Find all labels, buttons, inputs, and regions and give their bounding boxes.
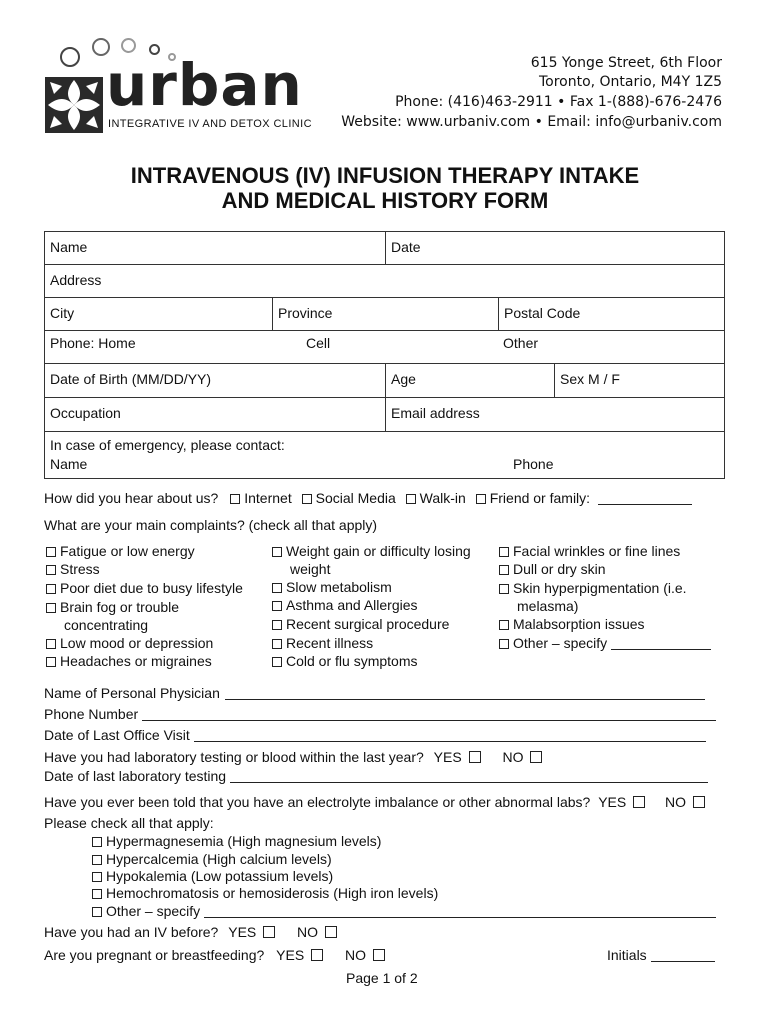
social-media-checkbox[interactable] <box>302 494 312 504</box>
lab-yes-checkbox[interactable] <box>469 751 481 763</box>
no-label: NO <box>502 749 524 765</box>
dob-field[interactable] <box>45 364 385 397</box>
logo-subtitle: INTEGRATIVE IV AND DETOX CLINIC <box>108 118 312 130</box>
complaint-label: Asthma and Allergies <box>286 597 418 613</box>
checkbox[interactable] <box>46 584 56 594</box>
emergency-name-label: Name <box>50 456 88 472</box>
emergency-phone-label: Phone <box>513 456 554 472</box>
complaint-label: Headaches or migraines <box>60 653 212 669</box>
address-line: Toronto, Ontario, M4Y 1Z5 <box>538 74 722 90</box>
occupation-label: Occupation <box>50 405 121 421</box>
electrolyte-other-blank[interactable] <box>204 917 716 918</box>
complaint-label: Malabsorption issues <box>513 616 645 632</box>
yes-label: YES <box>598 794 627 810</box>
occupation-field[interactable] <box>45 398 385 431</box>
no-label: NO <box>344 947 366 963</box>
initials-blank[interactable] <box>651 961 715 962</box>
checkbox[interactable] <box>272 620 282 630</box>
lab-testing-question: Have you had laboratory testing or blood within the last year? <box>44 749 424 765</box>
home-phone-label: Phone: Home <box>50 335 136 351</box>
address-line: 615 Yonge Street, 6th Floor <box>530 55 722 71</box>
checkbox[interactable] <box>46 639 56 649</box>
yes-label: YES <box>433 749 462 765</box>
complaint-label: Poor diet due to busy lifestyle <box>60 580 243 596</box>
pregnant-yes-checkbox[interactable] <box>311 949 323 961</box>
complaint-label-cont: concentrating <box>64 617 149 633</box>
yes-label: YES <box>276 947 305 963</box>
physician-phone-blank[interactable] <box>142 720 716 721</box>
checkbox[interactable] <box>272 601 282 611</box>
last-visit-blank[interactable] <box>194 741 706 742</box>
social-media-label: Social Media <box>315 490 396 506</box>
emergency-contact-field[interactable] <box>45 432 724 478</box>
initials-label: Initials <box>607 947 647 963</box>
internet-checkbox[interactable] <box>230 494 240 504</box>
checkbox[interactable] <box>92 855 102 865</box>
postal-code-field[interactable] <box>498 298 724 330</box>
lab-no-checkbox[interactable] <box>530 751 542 763</box>
address-label: Address <box>50 272 102 288</box>
complaint-label: Cold or flu symptoms <box>286 653 418 669</box>
hear-question: How did you hear about us? <box>44 490 219 506</box>
friend-family-label: Friend or family: <box>489 490 591 506</box>
yes-label: YES <box>228 924 257 940</box>
electrolyte-item-label: Hemochromatosis or hemosiderosis (High iron levels) <box>106 885 439 901</box>
electrolyte-question: Have you ever been told that you have an electrolyte imbalance or other abnormal labs? <box>44 794 591 810</box>
checkbox[interactable] <box>46 657 56 667</box>
address-field[interactable] <box>45 265 724 297</box>
checkbox[interactable] <box>46 565 56 575</box>
city-label: City <box>50 305 75 321</box>
last-visit-label: Date of Last Office Visit <box>44 727 190 743</box>
title-line-1: INTRAVENOUS (IV) INFUSION THERAPY INTAKE <box>130 163 640 188</box>
electrolyte-item-label: Hypercalcemia (High calcium levels) <box>106 851 332 867</box>
cell-label: Cell <box>306 335 331 351</box>
logo-circle-icon <box>60 47 80 67</box>
electrolyte-item-label: Hypermagnesemia (High magnesium levels) <box>106 833 382 849</box>
checkbox[interactable] <box>499 565 509 575</box>
physician-name-blank[interactable] <box>225 699 705 700</box>
date-label: Date <box>391 239 421 255</box>
address-line: Phone: (416)463-2911 • Fax 1-(888)-676-2476 <box>395 94 722 110</box>
friend-family-checkbox[interactable] <box>476 494 486 504</box>
lab-date-blank[interactable] <box>230 782 708 783</box>
name-label: Name <box>50 239 88 255</box>
checkbox[interactable] <box>272 639 282 649</box>
walk-in-checkbox[interactable] <box>406 494 416 504</box>
checkbox[interactable] <box>272 657 282 667</box>
lab-date-label: Date of last laboratory testing <box>44 768 227 784</box>
checkbox[interactable] <box>272 547 282 557</box>
friend-family-blank[interactable] <box>598 504 692 505</box>
page-title <box>0 163 770 214</box>
checkbox[interactable] <box>92 872 102 882</box>
address-line: Website: www.urbaniv.com • Email: info@urbaniv.com <box>341 114 722 130</box>
complaint-label: Dull or dry skin <box>513 561 606 577</box>
sex-field[interactable] <box>554 364 724 397</box>
checkbox[interactable] <box>499 547 509 557</box>
complaint-label: Recent surgical procedure <box>286 616 450 632</box>
complaint-label: Slow metabolism <box>286 579 392 595</box>
checkbox[interactable] <box>499 639 509 649</box>
date-field[interactable] <box>385 232 724 264</box>
province-label: Province <box>278 305 333 321</box>
name-field[interactable] <box>45 232 385 264</box>
complaint-label: Fatigue or low energy <box>60 543 195 559</box>
cell-phone-field[interactable] <box>301 331 501 363</box>
age-label: Age <box>391 371 416 387</box>
complaint-label: Stress <box>60 561 100 577</box>
complaint-label: Other – specify <box>513 635 608 651</box>
electrolyte-item-label: Hypokalemia (Low potassium levels) <box>106 868 334 884</box>
electrolyte-no-checkbox[interactable] <box>693 796 705 808</box>
city-field[interactable] <box>45 298 272 330</box>
other-specify-blank[interactable] <box>611 649 711 650</box>
checkbox[interactable] <box>499 584 509 594</box>
complaint-label-cont: melasma) <box>517 598 579 614</box>
complaint-label-cont: weight <box>290 561 331 577</box>
complaint-label: Recent illness <box>286 635 374 651</box>
pregnant-question: Are you pregnant or breastfeeding? <box>44 947 265 963</box>
physician-name-label: Name of Personal Physician <box>44 685 220 701</box>
checkbox[interactable] <box>92 837 102 847</box>
check-all-label: Please check all that apply: <box>44 815 214 831</box>
complaints-question: What are your main complaints? (check all that apply) <box>44 517 378 533</box>
home-phone-field[interactable] <box>45 331 295 363</box>
page-number: Page 1 of 2 <box>346 970 418 986</box>
email-field[interactable] <box>385 398 724 431</box>
physician-phone-label: Phone Number <box>44 706 139 722</box>
other-label: Other <box>503 335 539 351</box>
checkbox[interactable] <box>46 603 56 613</box>
checkbox[interactable] <box>46 547 56 557</box>
emergency-label: In case of emergency, please contact: <box>50 437 285 453</box>
province-field[interactable] <box>272 298 498 330</box>
patient-info-table <box>44 231 725 479</box>
no-label: NO <box>297 924 319 940</box>
other-phone-field[interactable] <box>498 331 724 363</box>
logo-flower-icon <box>44 76 104 134</box>
internet-label: Internet <box>244 490 292 506</box>
no-label: NO <box>665 794 687 810</box>
email-label: Email address <box>391 405 480 421</box>
pregnant-no-checkbox[interactable] <box>373 949 385 961</box>
walk-in-label: Walk-in <box>419 490 466 506</box>
checkbox[interactable] <box>272 583 282 593</box>
iv-yes-checkbox[interactable] <box>263 926 275 938</box>
complaint-label: Low mood or depression <box>60 635 214 651</box>
checkbox[interactable] <box>92 907 102 917</box>
checkbox[interactable] <box>92 889 102 899</box>
complaint-label: Facial wrinkles or fine lines <box>513 543 681 559</box>
hear-about-us <box>44 490 692 506</box>
complaint-label: Brain fog or trouble <box>60 599 180 615</box>
iv-no-checkbox[interactable] <box>325 926 337 938</box>
age-field[interactable] <box>385 364 554 397</box>
complaint-label: Weight gain or difficulty losing <box>286 543 471 559</box>
complaint-label: Skin hyperpigmentation (i.e. <box>513 580 687 596</box>
iv-before-question: Have you had an IV before? <box>44 924 219 940</box>
electrolyte-item-label: Other – specify <box>106 903 201 919</box>
electrolyte-yes-checkbox[interactable] <box>633 796 645 808</box>
dob-label: Date of Birth (MM/DD/YY) <box>50 371 212 387</box>
postal-code-label: Postal Code <box>504 305 581 321</box>
title-line-2: AND MEDICAL HISTORY FORM <box>221 188 549 214</box>
checkbox[interactable] <box>499 620 509 630</box>
sex-label: Sex M / F <box>560 371 620 387</box>
logo-wordmark: urban <box>106 51 303 119</box>
